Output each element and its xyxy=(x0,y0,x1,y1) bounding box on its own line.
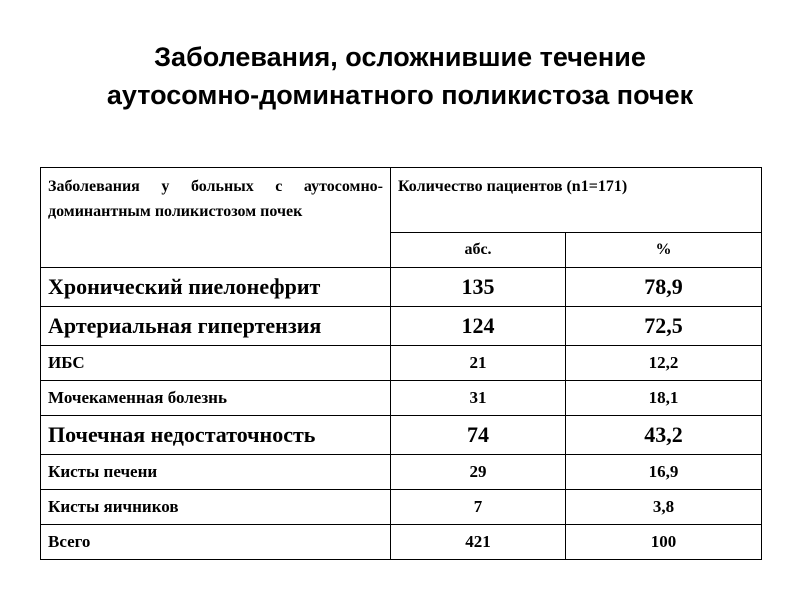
row-name: Артериальная гипертензия xyxy=(41,307,391,346)
row-name: ИБС xyxy=(41,346,391,381)
row-abs: 29 xyxy=(391,455,566,490)
table-row xyxy=(41,416,762,455)
table-header-row xyxy=(41,168,762,233)
row-name: Всего xyxy=(41,525,391,560)
header-percent: % xyxy=(566,233,762,268)
row-name: Почечная недостаточность xyxy=(41,416,391,455)
row-abs: 74 xyxy=(391,416,566,455)
header-disease: Заболевания у больных с аутосомно-доминантным поликистозом почек xyxy=(41,168,391,268)
row-abs: 421 xyxy=(391,525,566,560)
row-name: Мочекаменная болезнь xyxy=(41,381,391,416)
row-percent: 43,2 xyxy=(566,416,762,455)
row-name: Кисты печени xyxy=(41,455,391,490)
row-name: Кисты яичников xyxy=(41,490,391,525)
row-percent: 100 xyxy=(566,525,762,560)
table-row xyxy=(41,455,762,490)
row-abs: 7 xyxy=(391,490,566,525)
disease-table xyxy=(40,167,762,560)
page-title-line-1: Заболевания, осложнившие течение xyxy=(154,42,646,72)
row-abs: 31 xyxy=(391,381,566,416)
table-row xyxy=(41,490,762,525)
row-name: Хронический пиелонефрит xyxy=(41,268,391,307)
table-row xyxy=(41,346,762,381)
table-row xyxy=(41,268,762,307)
header-abs: абс. xyxy=(391,233,566,268)
row-abs: 135 xyxy=(391,268,566,307)
row-abs: 21 xyxy=(391,346,566,381)
row-percent: 78,9 xyxy=(566,268,762,307)
row-percent: 12,2 xyxy=(566,346,762,381)
row-percent: 16,9 xyxy=(566,455,762,490)
page-title xyxy=(0,38,800,114)
row-percent: 3,8 xyxy=(566,490,762,525)
row-abs: 124 xyxy=(391,307,566,346)
table-row-total xyxy=(41,525,762,560)
row-percent: 18,1 xyxy=(566,381,762,416)
row-percent: 72,5 xyxy=(566,307,762,346)
table-row xyxy=(41,381,762,416)
page-title-line-2: аутосомно-доминатного поликистоза почек xyxy=(106,80,694,110)
header-count: Количество пациентов (n1=171) xyxy=(391,168,762,233)
table-row xyxy=(41,307,762,346)
